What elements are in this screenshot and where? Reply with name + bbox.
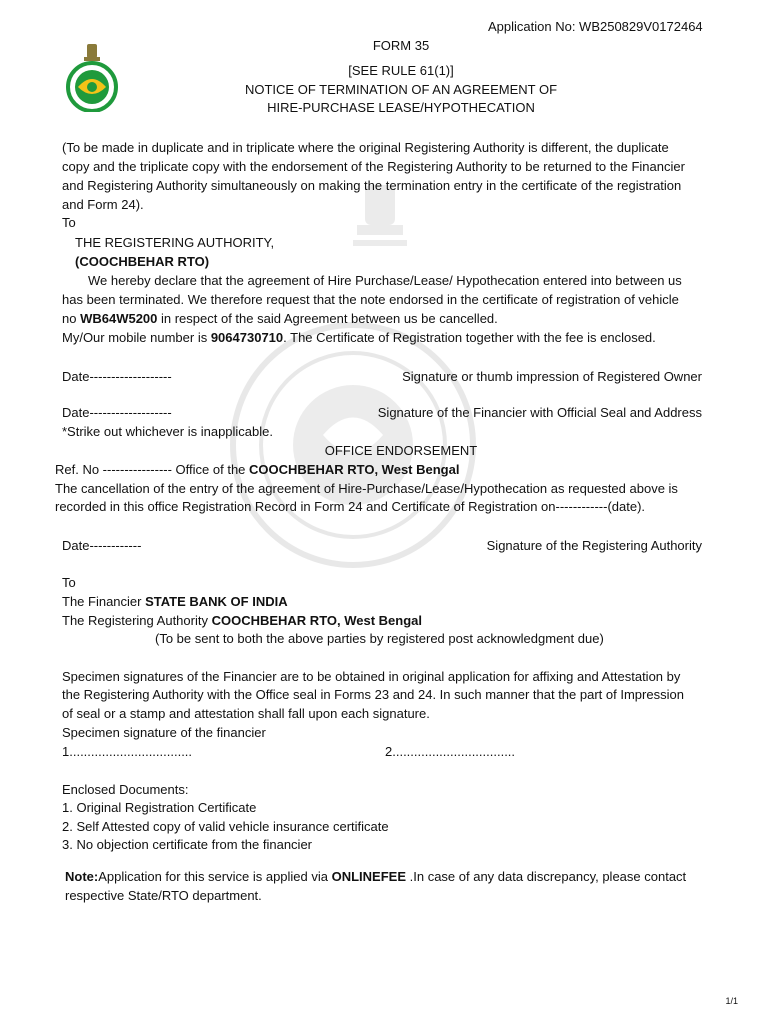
specimen-line-1: Specimen signatures of the Financier are to be obtained in original application for affixing and Attestation by [62,669,681,684]
financier-date: Date------------------- [62,405,172,420]
intro-line-2: copy and the triplicate copy with the endorsement of the Registering Authority to be returned to the Financier [62,159,685,174]
declaration-line-2: has been terminated. We therefore request that the note endorsed in the certificate of registration of vehicle [62,292,679,307]
enclosed-item-3: 3. No objection certificate from the financier [62,837,313,852]
authority-name: COOCHBEHAR RTO, West Bengal [211,613,423,628]
note-line-2: respective State/RTO department. [65,888,262,903]
note-line-1: Note:Application for this service is applied via ONLINEFEE .In case of any data discrepancy, please contact [65,869,687,884]
endorsement-line-1: The cancellation of the entry of the agreement of Hire-Purchase/Lease/Hypothecation as requested above is [55,481,678,496]
ref-line: Ref. No ---------------- Office of the COOCHBEHAR RTO, West Bengal [55,462,460,477]
office-endorsement-heading: OFFICE ENDORSEMENT [324,443,478,458]
declaration-line-1: We hereby declare that the agreement of Hire Purchase/Lease/ Hypothecation entered into between us [88,273,682,288]
authority-signature-label: Signature of the Registering Authority [486,538,702,553]
owner-date: Date------------------- [62,369,172,384]
intro-line-1: (To be made in duplicate and in triplicate where the original Registering Authority is different, the duplicate [62,140,669,155]
title-line-1: NOTICE OF TERMINATION OF AN AGREEMENT OF [244,82,558,97]
intro-line-3: and Registering Authority simultaneously on making the termination entry in the certificate of the registration [62,178,682,193]
form-number: FORM 35 [372,38,430,53]
endorsement-date: Date------------ [62,538,142,553]
financier-signature-label: Signature of the Financier with Official Seal and Address [377,405,702,420]
page-number: 1/1 [725,996,738,1006]
financier-line: The Financier STATE BANK OF INDIA [62,594,288,609]
financier-name: STATE BANK OF INDIA [145,594,288,609]
enclosed-heading: Enclosed Documents: [62,782,189,797]
payment-mode: ONLINEFEE [331,869,407,884]
title-line-2: HIRE-PURCHASE LEASE/HYPOTHECATION [267,100,535,115]
post-note: (To be sent to both the above parties by registered post acknowledgment due) [155,631,604,646]
recipients-to: To [62,575,76,590]
vehicle-number: WB64W5200 [80,311,158,326]
to-label: To [62,215,76,230]
mobile-line: My/Our mobile number is 9064730710. The Certificate of Registration together with the fee is enclosed. [62,330,656,345]
declaration-line-3: no WB64W5200 in respect of the said Agreement between us be cancelled. [62,311,498,326]
mobile-number: 9064730710 [210,330,284,345]
application-number: Application No: WB250829V0172464 [488,19,703,34]
rule-reference: [SEE RULE 61(1)] [348,63,454,78]
office-name: COOCHBEHAR RTO, West Bengal [249,462,460,477]
specimen-signature-1: 1.................................. [62,744,193,759]
specimen-line-2: the Registering Authority with the Office seal in Forms 23 and 24. In such manner that the part of Impression [62,687,684,702]
enclosed-item-2: 2. Self Attested copy of valid vehicle insurance certificate [62,819,389,834]
intro-line-4: and Form 24). [62,197,144,212]
specimen-line-3: of seal or a stamp and attestation shall fall upon each signature. [62,706,430,721]
authority-line: The Registering Authority COOCHBEHAR RTO, West Bengal [62,613,423,628]
rto-name: (COOCHBEHAR RTO) [75,254,210,269]
specimen-signature-2: 2.................................. [385,744,516,759]
specimen-heading: Specimen signature of the financier [62,725,266,740]
enclosed-item-1: 1. Original Registration Certificate [62,800,257,815]
strike-note: *Strike out whichever is inapplicable. [62,424,273,439]
endorsement-line-2: recorded in this office Registration Record in Form 24 and Certificate of Registration on------------(date). [55,499,646,514]
owner-signature-label: Signature or thumb impression of Registered Owner [402,369,702,384]
registering-authority: THE REGISTERING AUTHORITY, [75,235,275,250]
